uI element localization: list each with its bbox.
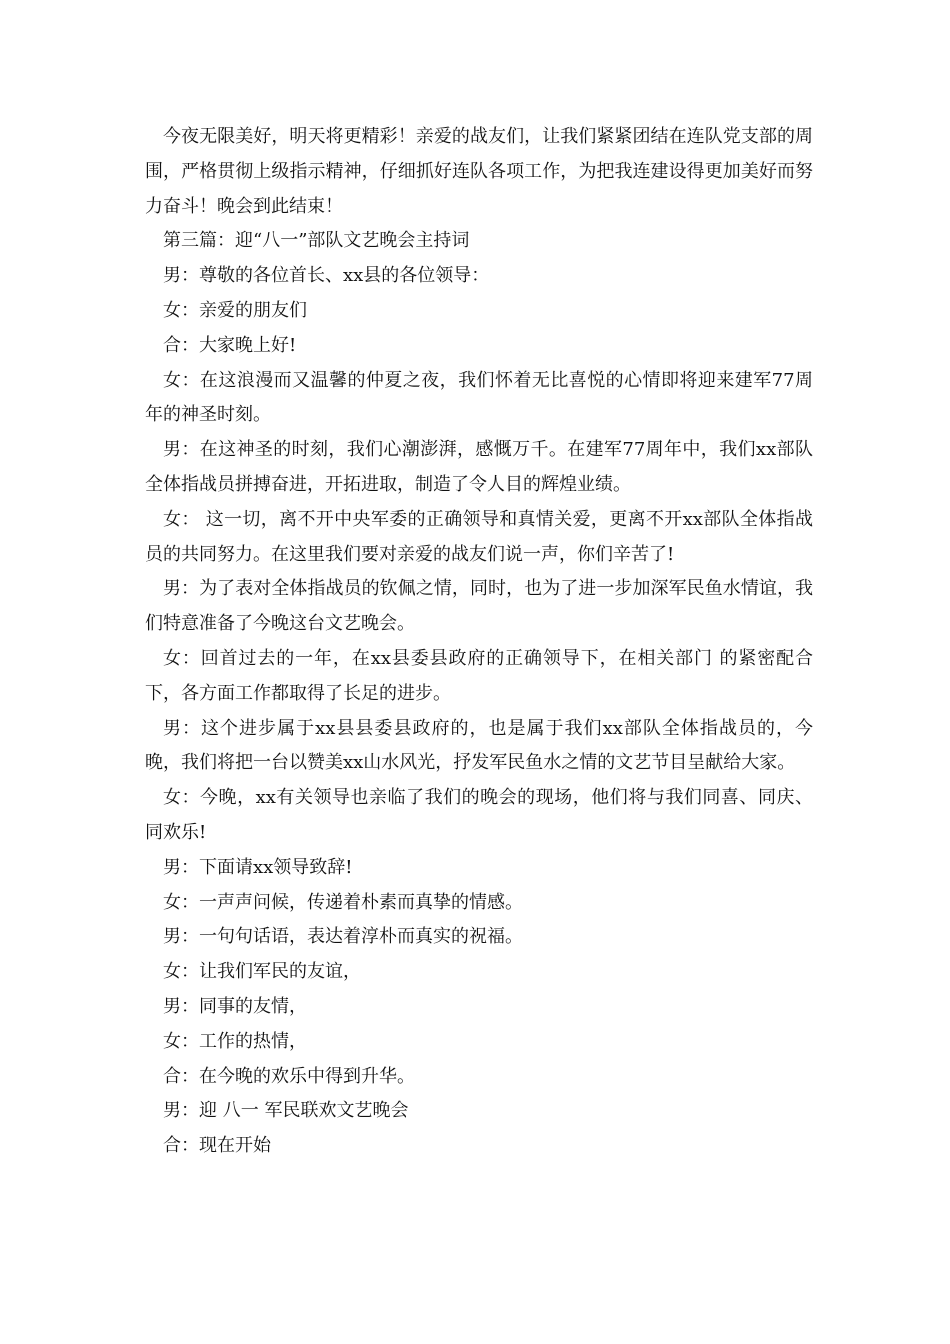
paragraph: 合：现在开始 [163, 1135, 271, 1157]
paragraph: 女：亲爱的朋友们 [163, 299, 307, 321]
paragraph: 男：下面请xx领导致辞! [163, 856, 353, 878]
paragraph: 男：这个进步属于xx县县委县政府的，也是属于我们xx部队全体指战员的，今晚，我们将把一台以赞美xx山水风光，抒发军民鱼水之情的文艺节目呈献给大家。 [145, 717, 813, 774]
paragraph: 合：在今晚的欢乐中得到升华。 [163, 1065, 415, 1087]
section-heading: 第三篇：迎“八一”部队文艺晚会主持词 [163, 230, 470, 252]
paragraph: 男：为了表对全体指战员的钦佩之情，同时，也为了进一步加深军民鱼水情谊，我们特意准备了今晚这台文艺晚会。 [145, 578, 813, 635]
paragraph: 女：一声声问候，传递着朴素而真挚的情感。 [163, 891, 523, 913]
paragraph: 女： 这一切，离不开中央军委的正确领导和真情关爱，更离不开xx部队全体指战员的共同努力。在这里我们要对亲爱的战友们说一声，你们辛苦了! [145, 508, 813, 565]
paragraph: 男：同事的友情， [163, 995, 307, 1017]
paragraph: 女：工作的热情， [163, 1030, 307, 1052]
document-body [145, 120, 813, 1164]
paragraph: 男：尊敬的各位首长、xx县的各位领导： [163, 265, 490, 287]
paragraph: 今夜无限美好，明天将更精彩！亲爱的战友们，让我们紧紧团结在连队党支部的周围，严格贯彻上级指示精神，仔细抓好连队各项工作，为把我连建设得更加美好而努力奋斗！晚会到此结束！ [145, 126, 813, 217]
paragraph: 女：回首过去的一年，在xx县委县政府的正确领导下，在相关部门 的紧密配合下，各方面工作都取得了长足的进步。 [145, 647, 813, 704]
paragraph: 男：在这神圣的时刻，我们心潮澎湃，感慨万千。在建军77周年中，我们xx部队全体指战员拼搏奋进，开拓进取，制造了令人目的辉煌业绩。 [145, 439, 813, 495]
paragraph: 女：在这浪漫而又温馨的仲夏之夜，我们怀着无比喜悦的心情即将迎来建军77周年的神圣时刻。 [145, 369, 813, 426]
paragraph: 男：一句句话语，表达着淳朴而真实的祝福。 [163, 926, 523, 948]
paragraph: 合：大家晚上好! [163, 334, 297, 356]
paragraph: 女：让我们军民的友谊， [163, 961, 361, 983]
paragraph: 男：迎 八一 军民联欢文艺晚会 [163, 1100, 409, 1122]
paragraph: 女：今晚，xx有关领导也亲临了我们的晚会的现场，他们将与我们同喜、同庆、同欢乐! [145, 787, 813, 843]
